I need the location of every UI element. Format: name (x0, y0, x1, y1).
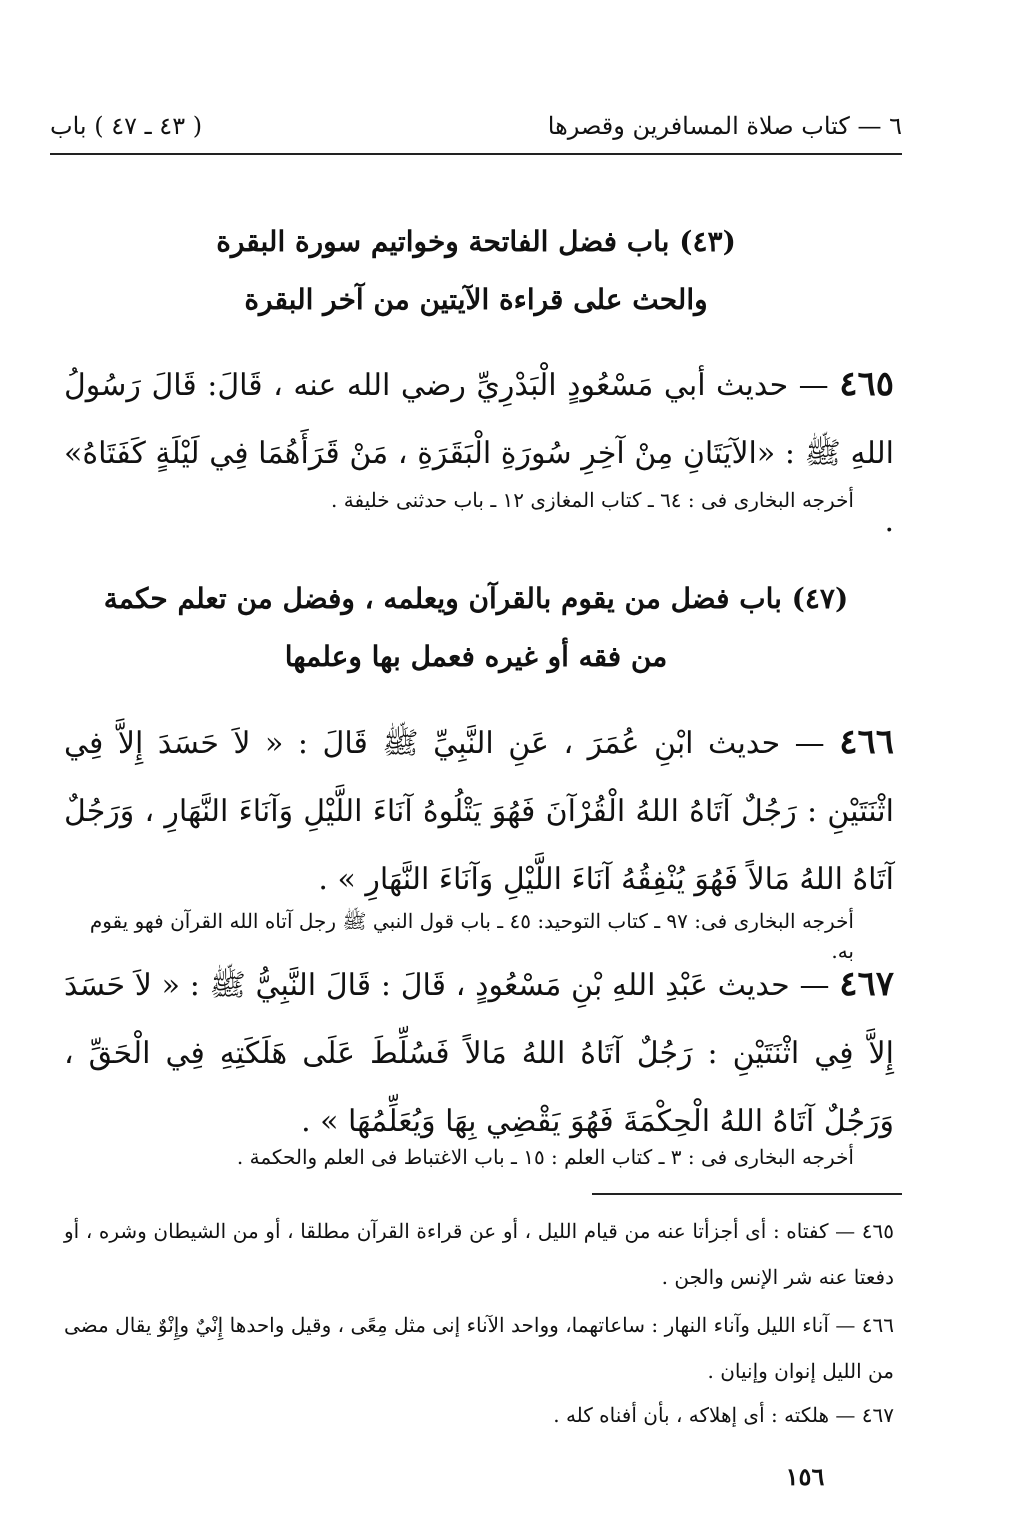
section-range: ( ٤٣ ـ ٤٧ ) باب (50, 112, 203, 140)
section-title-line: والحث على قراءة الآيتين من آخر البقرة (244, 283, 708, 316)
hadith-number: ٤٦٥ (839, 364, 894, 404)
section-title-43 (60, 213, 892, 329)
hadith-source-466: أخرجه البخارى فى: ٩٧ ـ كتاب التوحيد: ٤٥ ـ باب قول النبي ﷺ رجل آتاه الله القرآن فهو يقوم به. (89, 909, 854, 963)
hadith-text: — حديث أبي مَسْعُودٍ الْبَدْرِيِّ رضي الله عنه ، قَالَ: قَالَ رَسُولُ اللهِ ﷺ : «الآيَتَانِ مِنْ آخِرِ سُورَةِ الْبَقَرَةِ ، مَنْ قَرَأَهُمَا فِي لَيْلَةٍ كَفَتَاهُ» . (64, 368, 894, 539)
header-divider (50, 153, 902, 155)
hadith-466 (64, 708, 894, 914)
running-header (50, 108, 902, 144)
footnote-divider (592, 1193, 902, 1195)
chapter-heading: ٦ — كتاب صلاة المسافرين وقصرها (547, 112, 902, 140)
page-number: ١٥٦ (785, 1462, 825, 1491)
footnote-465: ٤٦٥ — كفتاه : أى أجزأتا عنه من قيام الليل ، أو عن قراءة القرآن مطلقا ، أو من الشيطان وشره ، أو دفعتا عنه شر الإنس والجن . (64, 1219, 894, 1289)
hadith-source-465: أخرجه البخارى فى : ٦٤ ـ كتاب المغازى ١٢ ـ باب حدثنى خليفة . (331, 488, 854, 512)
section-title-line: (٤٧) باب فضل من يقوم بالقرآن ويعلمه ، وفضل من تعلم حكمة (103, 582, 849, 615)
hadith-text: — حديث ابْنِ عُمَرَ ، عَنِ النَّبِيِّ ﷺ قَالَ : « لاَ حَسَدَ إِلاَّ فِي اثْنَتَيْنِ : رَجُلٌ آتَاهُ اللهُ الْقُرْآنَ فَهُوَ يَتْلُوهُ آنَاءَ اللَّيْلِ وَآنَاءَ النَّهَارِ ، وَرَجُلٌ آتَاهُ اللهُ مَالاً فَهُوَ يُنْفِقُهُ آنَاءَ اللَّيْلِ وَآنَاءَ النَّهَارِ » . (64, 726, 894, 897)
section-title-line: (٤٣) باب فضل الفاتحة وخواتيم سورة البقرة (216, 225, 736, 258)
footnote-467: ٤٦٧ — هلكته : أى إهلاكه ، بأن أفناه كله . (553, 1403, 894, 1427)
section-title-line: من فقه أو غيره فعمل بها وعلمها (284, 640, 668, 673)
section-title-47 (60, 570, 892, 686)
footnote-466: ٤٦٦ — آناء الليل وآناء النهار : ساعاتهما، وواحد الآناء إنى مثل مِعًى ، وقيل واحدها إِنْيٌ وإِنْوٌ يقال مضى من الليل إنوان وإنيان . (64, 1313, 894, 1383)
hadith-465 (64, 350, 894, 556)
hadith-number: ٤٦٧ (839, 964, 894, 1004)
hadith-text: — حديث عَبْدِ اللهِ بْنِ مَسْعُودٍ ، قَالَ : قَالَ النَّبِيُّ ﷺ : « لاَ حَسَدَ إِلاَّ فِي اثْنَتَيْنِ : رَجُلٌ آتَاهُ اللهُ مَالاً فَسُلِّطَ عَلَى هَلَكَتِهِ فِي الْحَقِّ ، وَرَجُلٌ آتَاهُ اللهُ الْحِكْمَةَ فَهُوَ يَقْضِي بِهَا وَيُعَلِّمُهَا » . (64, 968, 894, 1139)
hadith-467 (64, 950, 894, 1156)
hadith-source-467: أخرجه البخارى فى : ٣ ـ كتاب العلم : ١٥ ـ باب الاغتباط فى العلم والحكمة . (236, 1145, 854, 1169)
hadith-number: ٤٦٦ (839, 722, 894, 762)
